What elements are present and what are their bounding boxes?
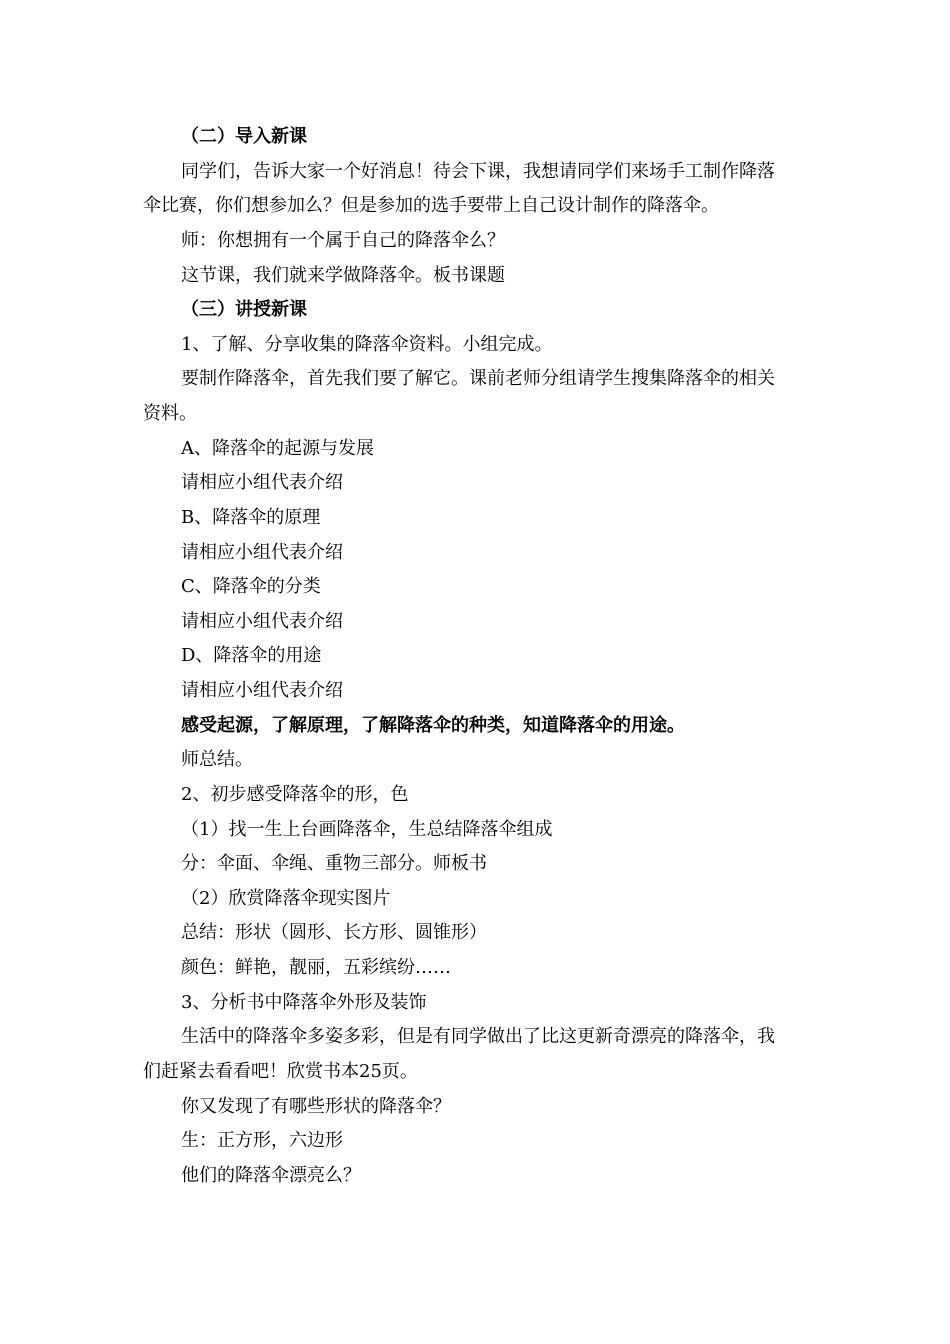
paragraph-line: 你又发现了有哪些形状的降落伞？: [181, 1096, 451, 1117]
paragraph-line: 分：伞面、伞绳、重物三部分。师板书: [181, 853, 487, 874]
paragraph-line: 同学们，告诉大家一个好消息！待会下课，我想请同学们来场手工制作降落: [181, 161, 775, 182]
paragraph-line: （2）欣赏降落伞现实图片: [181, 888, 391, 909]
paragraph-line: 1、了解、分享收集的降落伞资料。小组完成。: [181, 334, 553, 355]
paragraph-line: （1）找一生上台画降落伞，生总结降落伞组成: [181, 819, 553, 840]
paragraph-line: 颜色：鲜艳，靓丽，五彩缤纷……: [181, 957, 451, 978]
paragraph-line: 生：正方形，六边形: [181, 1130, 343, 1151]
list-item: A、降落伞的起源与发展: [181, 438, 374, 459]
paragraph-line: 们赶紧去看看吧！欣赏书本25页。: [143, 1061, 418, 1082]
paragraph-line: 请相应小组代表介绍: [181, 611, 343, 632]
list-item: C、降落伞的分类: [181, 576, 321, 597]
paragraph-line: 请相应小组代表介绍: [181, 472, 343, 493]
paragraph-line: 2、初步感受降落伞的形，色: [181, 784, 409, 805]
section-heading: （三）讲授新课: [181, 299, 307, 320]
paragraph-line: 师：你想拥有一个属于自己的降落伞么？: [181, 230, 505, 251]
paragraph-line: 要制作降落伞，首先我们要了解它。课前老师分组请学生搜集降落伞的相关: [181, 368, 775, 389]
list-item: B、降落伞的原理: [181, 507, 321, 528]
paragraph-line: 这节课，我们就来学做降落伞。板书课题: [181, 265, 505, 286]
paragraph-line: 资料。: [143, 403, 197, 424]
paragraph-line: 伞比赛，你们想参加么？但是参加的选手要带上自己设计制作的降落伞。: [143, 195, 719, 216]
emphasis-line: 感受起源，了解原理，了解降落伞的种类，知道降落伞的用途。: [181, 715, 685, 736]
list-item: D、降落伞的用途: [181, 645, 322, 666]
paragraph-line: 总结：形状（圆形、长方形、圆锥形）: [181, 922, 487, 943]
paragraph-line: 生活中的降落伞多姿多彩，但是有同学做出了比这更新奇漂亮的降落伞，我: [181, 1026, 775, 1047]
section-heading: （二）导入新课: [181, 126, 307, 147]
paragraph-line: 他们的降落伞漂亮么？: [181, 1165, 361, 1186]
paragraph-line: 请相应小组代表介绍: [181, 542, 343, 563]
paragraph-line: 师总结。: [181, 749, 253, 770]
paragraph-line: 3、分析书中降落伞外形及装饰: [181, 992, 427, 1013]
paragraph-line: 请相应小组代表介绍: [181, 680, 343, 701]
